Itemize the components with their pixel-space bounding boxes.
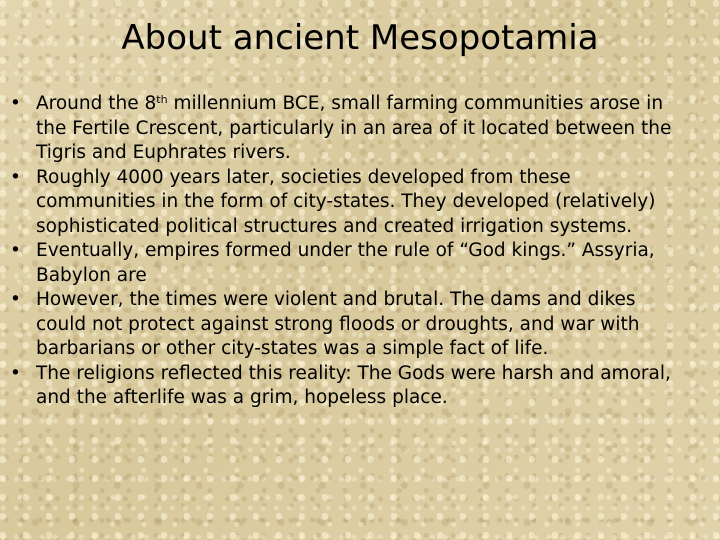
bullet-text-part: Around the 8 bbox=[36, 93, 157, 114]
bullet-marker: • bbox=[10, 240, 21, 261]
bullet-text: The religions reflected this reality: The Gods were harsh and amoral, and the afterlife was a grim, hopeless place. bbox=[36, 362, 671, 408]
bullet-marker: • bbox=[10, 289, 21, 310]
bullet-text: However, the times were violent and brutal. The dams and dikes could not protect against strong floods or droughts, and war with barbarians or other city-states was a simple fact of life. bbox=[36, 289, 640, 359]
bullet-marker: • bbox=[10, 93, 21, 114]
ordinal-suffix: th bbox=[156, 92, 168, 106]
bullet-marker: • bbox=[10, 166, 21, 188]
bullet-text: Eventually, empires formed under the rule of “God kings.” Assyria, Babylon are bbox=[36, 240, 655, 286]
bullet-list bbox=[10, 92, 678, 411]
bullet-item-religions bbox=[10, 362, 678, 411]
bullet-marker: • bbox=[10, 362, 21, 384]
bullet-item-empires bbox=[10, 239, 678, 288]
bullet-text-part: millennium BCE, small farming communities arose in the Fertile Crescent, particularly in an area of it located between the Tigris and Euphrates rivers. bbox=[36, 93, 672, 163]
bullet-item-city-states bbox=[10, 166, 678, 240]
slide-title: About ancient Mesopotamia bbox=[121, 18, 599, 58]
bullet-item-farming-communities bbox=[10, 92, 678, 166]
bullet-text: Roughly 4000 years later, societies developed from these communities in the form of city-states. They developed (relatively) sophisticated political structures and created irrigation systems. bbox=[36, 166, 656, 237]
bullet-item-violent-times bbox=[10, 288, 678, 362]
